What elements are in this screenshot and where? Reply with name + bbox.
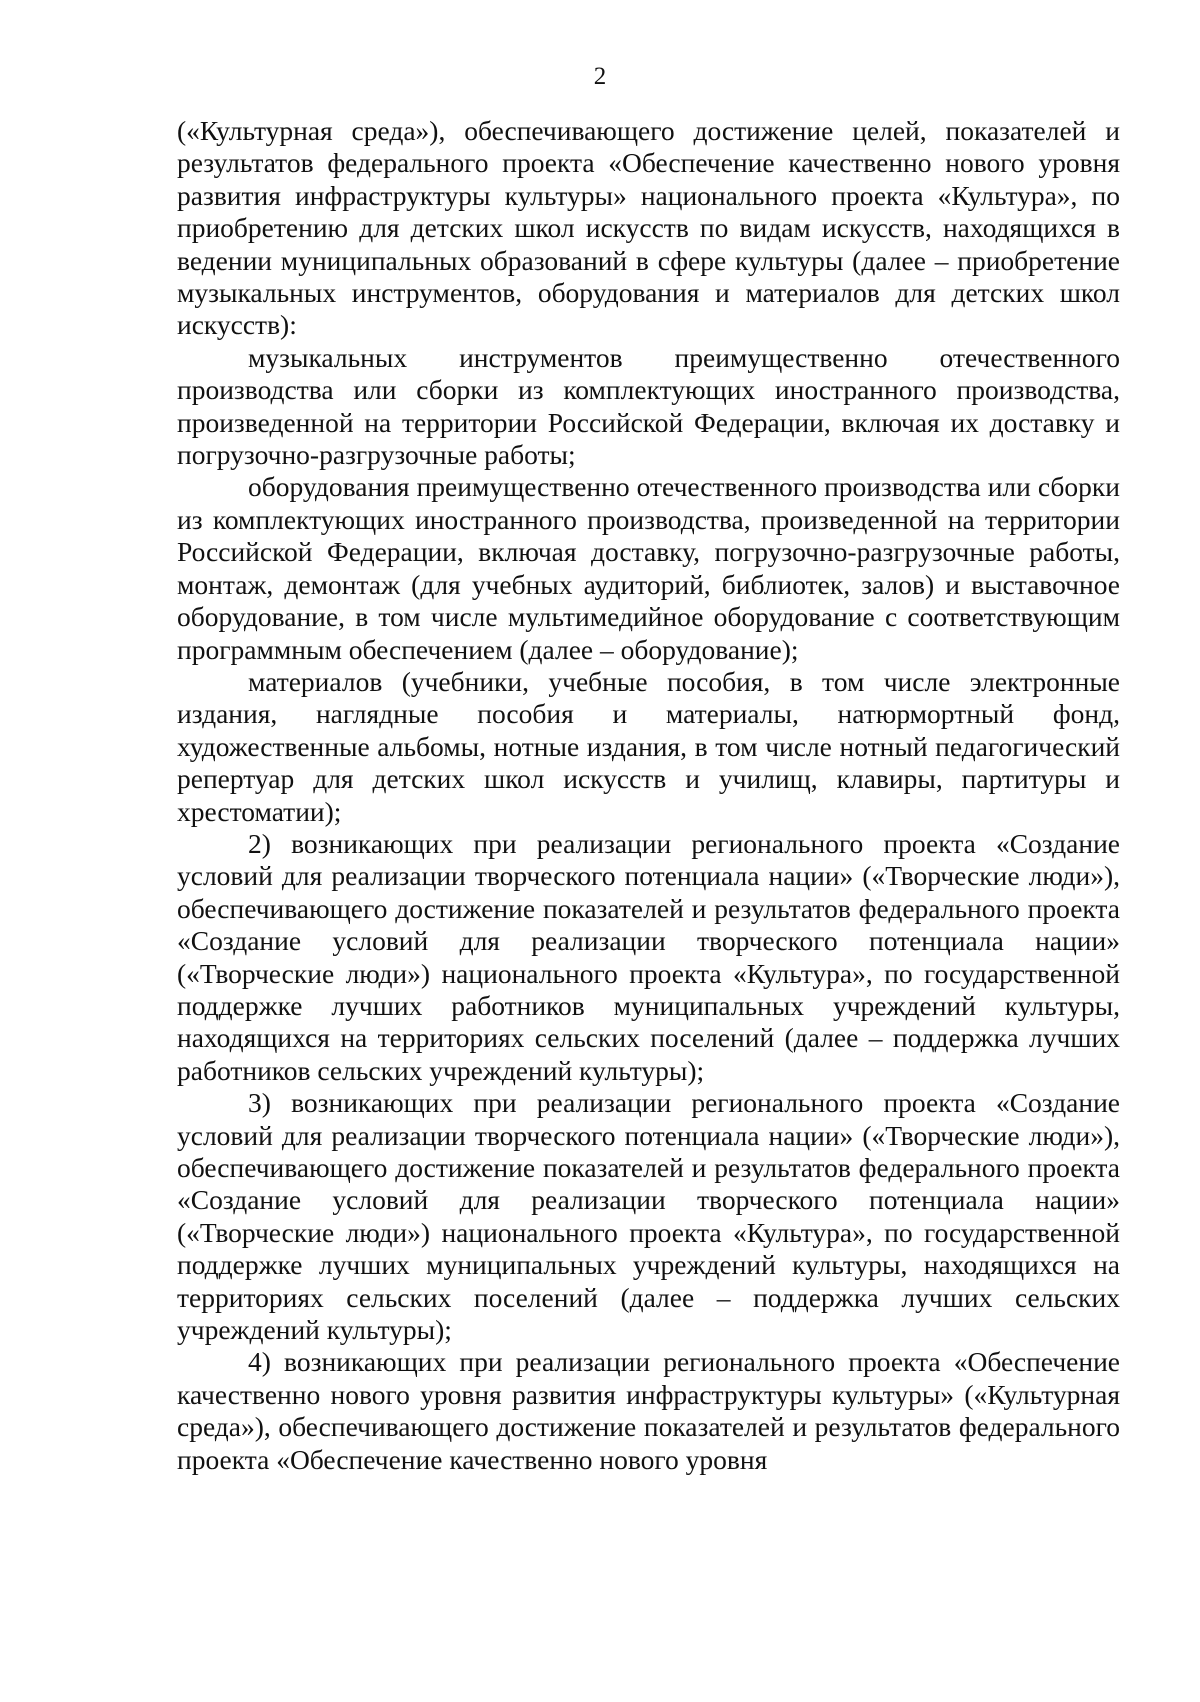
paragraph-item-2: 2) возникающих при реализации регионального проекта «Создание условий для реализации творческого потенциала нации» («Творческие люди»), обеспечивающего достижение показателей и результатов федерального проекта «Создание условий для реализации творческого потенциала нации» («Творческие люди») национального проекта «Культура», по государственной поддержке лучших работников муниципальных учреждений культуры, находящихся на территориях сельских поселений (далее – поддержка лучших работников сельских учреждений культуры); bbox=[177, 827, 1120, 1086]
paragraph-continuation: («Культурная среда»), обеспечивающего достижение целей, показателей и результатов федерального проекта «Обеспечение качественно нового уровня развития инфраструктуры культуры» национального проекта «Культура», по приобретению для детских школ искусств по видам искусств, находящихся в ведении муниципальных образований в сфере культуры (далее – приобретение музыкальных инструментов, оборудования и материалов для детских школ искусств): bbox=[177, 115, 1120, 341]
paragraph-equipment: оборудования преимущественно отечественного производства или сборки из комплектующих иностранного производства, произведенной на территории Российской Федерации, включая доставку, погрузочно-разгрузочные работы, монтаж, демонтаж (для учебных аудиторий, библиотек, залов) и выставочное оборудование, в том числе мультимедийное оборудование с соответствующим программным обеспечением (далее – оборудование); bbox=[177, 471, 1120, 665]
paragraph-item-3: 3) возникающих при реализации регионального проекта «Создание условий для реализации творческого потенциала нации» («Творческие люди»), обеспечивающего достижение показателей и результатов федерального проекта «Создание условий для реализации творческого потенциала нации» («Творческие люди») национального проекта «Культура», по государственной поддержке лучших муниципальных учреждений культуры, находящихся на территориях сельских поселений (далее – поддержка лучших сельских учреждений культуры); bbox=[177, 1087, 1120, 1346]
paragraph-musical-instruments: музыкальных инструментов преимущественно отечественного производства или сборки из комплектующих иностранного производства, произведенной на территории Российской Федерации, включая их доставку и погрузочно-разгрузочные работы; bbox=[177, 341, 1120, 471]
page-number: 2 bbox=[593, 63, 607, 90]
paragraph-item-4: 4) возникающих при реализации регионального проекта «Обеспечение качественно нового уровня развития инфраструктуры культуры» («Культурная среда»), обеспечивающего достижение показателей и результатов федерального проекта «Обеспечение качественно нового уровня bbox=[177, 1346, 1120, 1475]
document-body bbox=[177, 115, 1120, 1476]
paragraph-materials: материалов (учебники, учебные пособия, в том числе электронные издания, наглядные пособия и материалы, натюрмортный фонд, художественные альбомы, нотные издания, в том числе нотный педагогический репертуар для детских школ искусств и училищ, клавиры, партитуры и хрестоматии); bbox=[177, 665, 1120, 827]
